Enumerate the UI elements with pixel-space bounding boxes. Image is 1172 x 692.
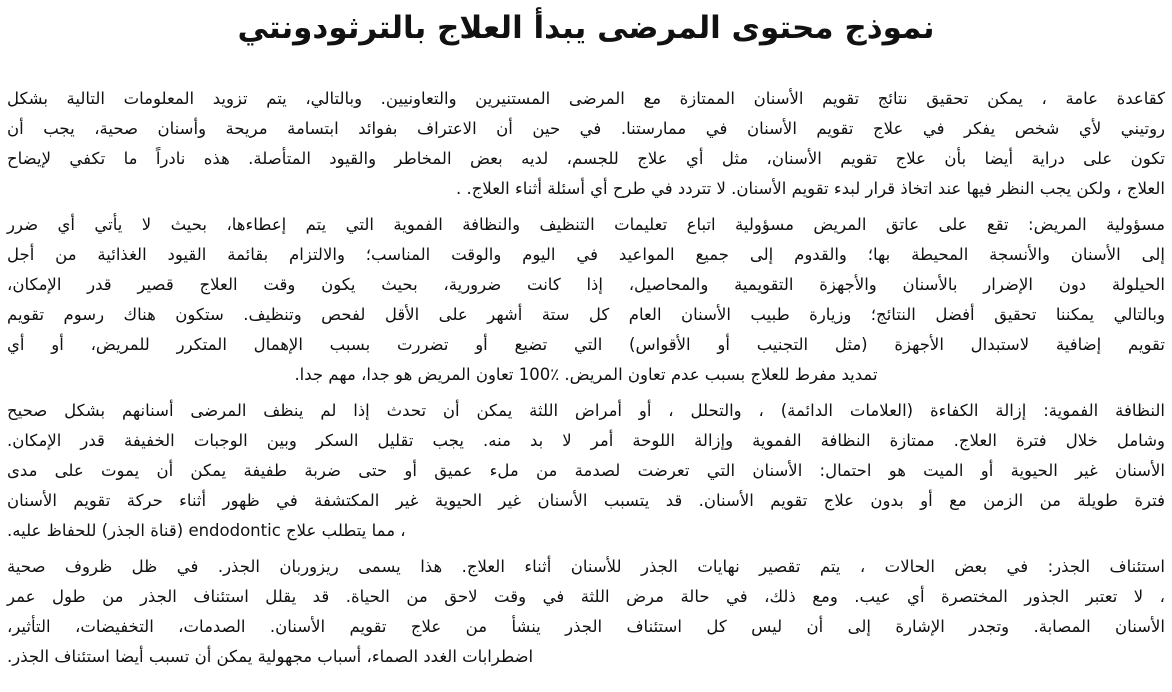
paragraph-oral-hygiene (7, 396, 1165, 546)
text-line: استئناف الجذر: في بعض الحالات ، يتم تقصير نهايات الجذر للأسنان أثناء العلاج. هذا يسمى ريزوربان الجذر. في ظل ظروف صحية (7, 557, 1165, 576)
paragraph-intro (7, 84, 1165, 204)
paragraph-root-resorption (7, 552, 1165, 672)
text-line: الأسنان غير الحيوية أو الميت هو احتمال: الأسنان التي تعرضت لصدمة من ملء عميق أو حتى ضربة طفيفة يمكن أن يموت على مدى (7, 461, 1165, 480)
document-body (7, 84, 1165, 672)
document-title: نموذج محتوى المرضى يبدأ العلاج بالترثودونتي (237, 10, 935, 46)
text-line: وبالتالي يمكننا تحقيق أفضل النتائج؛ وزيارة طبيب الأسنان العام كل ستة أشهر على الأقل لفحص وتنظيف. ستكون هناك رسوم تقويم (7, 305, 1165, 324)
paragraph-patient-responsibility (7, 210, 1165, 390)
text-line: تكون على دراية أيضا بأن علاج تقويم الأسنان، مثل أي علاج للجسم، لديه بعض المخاطر والقيود المتأصلة. هذه نادراً ما تكفي لإيضاح (7, 149, 1165, 168)
text-line: الأسنان المصابة. وتجدر الإشارة إلى أن ليس كل استئناف الجذر ينشأ من علاج تقويم الأسنان. الصدمات، التخفيضات، التأثير، (7, 617, 1165, 636)
text-line: ، لا تعتبر الجذور المختصرة أي عيب. ومع ذلك، في حالة مرض اللثة في وقت لاحق من الحياة. قد يقلل استئناف الجذر من طول عمر (7, 587, 1165, 606)
text-line: تمديد مفرط للعلاج بسبب عدم تعاون المريض. ٪100 تعاون المريض هو جدا، مهم جدا. (294, 365, 878, 384)
text-line: مسؤولية المريض: تقع على عاتق المريض مسؤولية اتباع تعليمات التنظيف والنظافة الفموية التي يتم إعطاءها، بحيث لا يأتي أي ضرر (7, 215, 1165, 234)
text-line: الحيلولة دون الإضرار بالأسنان والأجهزة التقويمية والمحاصيل، إذا كانت ضرورية، بحيث يكون وقت العلاج قصير قدر الإمكان، (7, 275, 1165, 294)
text-line: وشامل خلال فترة العلاج. ممتازة النظافة الفموية وإزالة اللوحة أمر لا بد منه. يجب تقليل السكر وبين الوجبات الخفيفة قدر الإمكان. (7, 431, 1165, 450)
text-line: اضطرابات الغدد الصماء، أسباب مجهولية يمكن أن تسبب أيضا استئناف الجذر. (7, 647, 534, 666)
text-line: كقاعدة عامة ، يمكن تحقيق نتائج تقويم الأسنان الممتازة مع المرضى المستنيرين والتعاونيين. وبالتالي، يتم تزويد المعلومات التالية بشكل (7, 89, 1165, 108)
text-line: تقويم إضافية لاستبدال الأجهزة (مثل التجنيب أو الأقواس) التي تضيع أو تضررت بسبب الإهمال المتكرر للمريض، أو أي (7, 335, 1165, 354)
text-line: العلاج ، ولكن يجب النظر فيها عند اتخاذ قرار لبدء تقويم الأسنان. لا تتردد في طرح أي أسئلة أثناء العلاج. . (455, 179, 1165, 198)
text-line: ، مما يتطلب علاج endodontic (قناة الجذر) للحفاظ عليه. (7, 521, 406, 540)
text-line: فترة طويلة من الزمن مع أو بدون علاج تقويم الأسنان. قد يتسبب الأسنان غير الحيوية غير المكتشفة في ظهور أثناء حركة تقويم الأسنان (7, 491, 1165, 510)
text-line: النظافة الفموية: إزالة الكفاءة (العلامات الدائمة) ، والتحلل ، أو أمراض اللثة يمكن أن تحدث إذا لم ينظف المرضى أسنانهم بشكل صحيح (7, 401, 1165, 420)
text-line: إلى الأسنان والأنسجة المحيطة بها؛ والقدوم إلى جميع المواعيد في اليوم والوقت المناسب؛ والالتزام بقائمة القيود الغذائية من أجل (7, 245, 1165, 264)
text-line: روتيني لأي شخص يفكر في علاج تقويم الأسنان في ممارستنا. في حين أن الاعتراف بفوائد ابتسامة مريحة وأسنان صحية، يجب أن (7, 119, 1165, 138)
